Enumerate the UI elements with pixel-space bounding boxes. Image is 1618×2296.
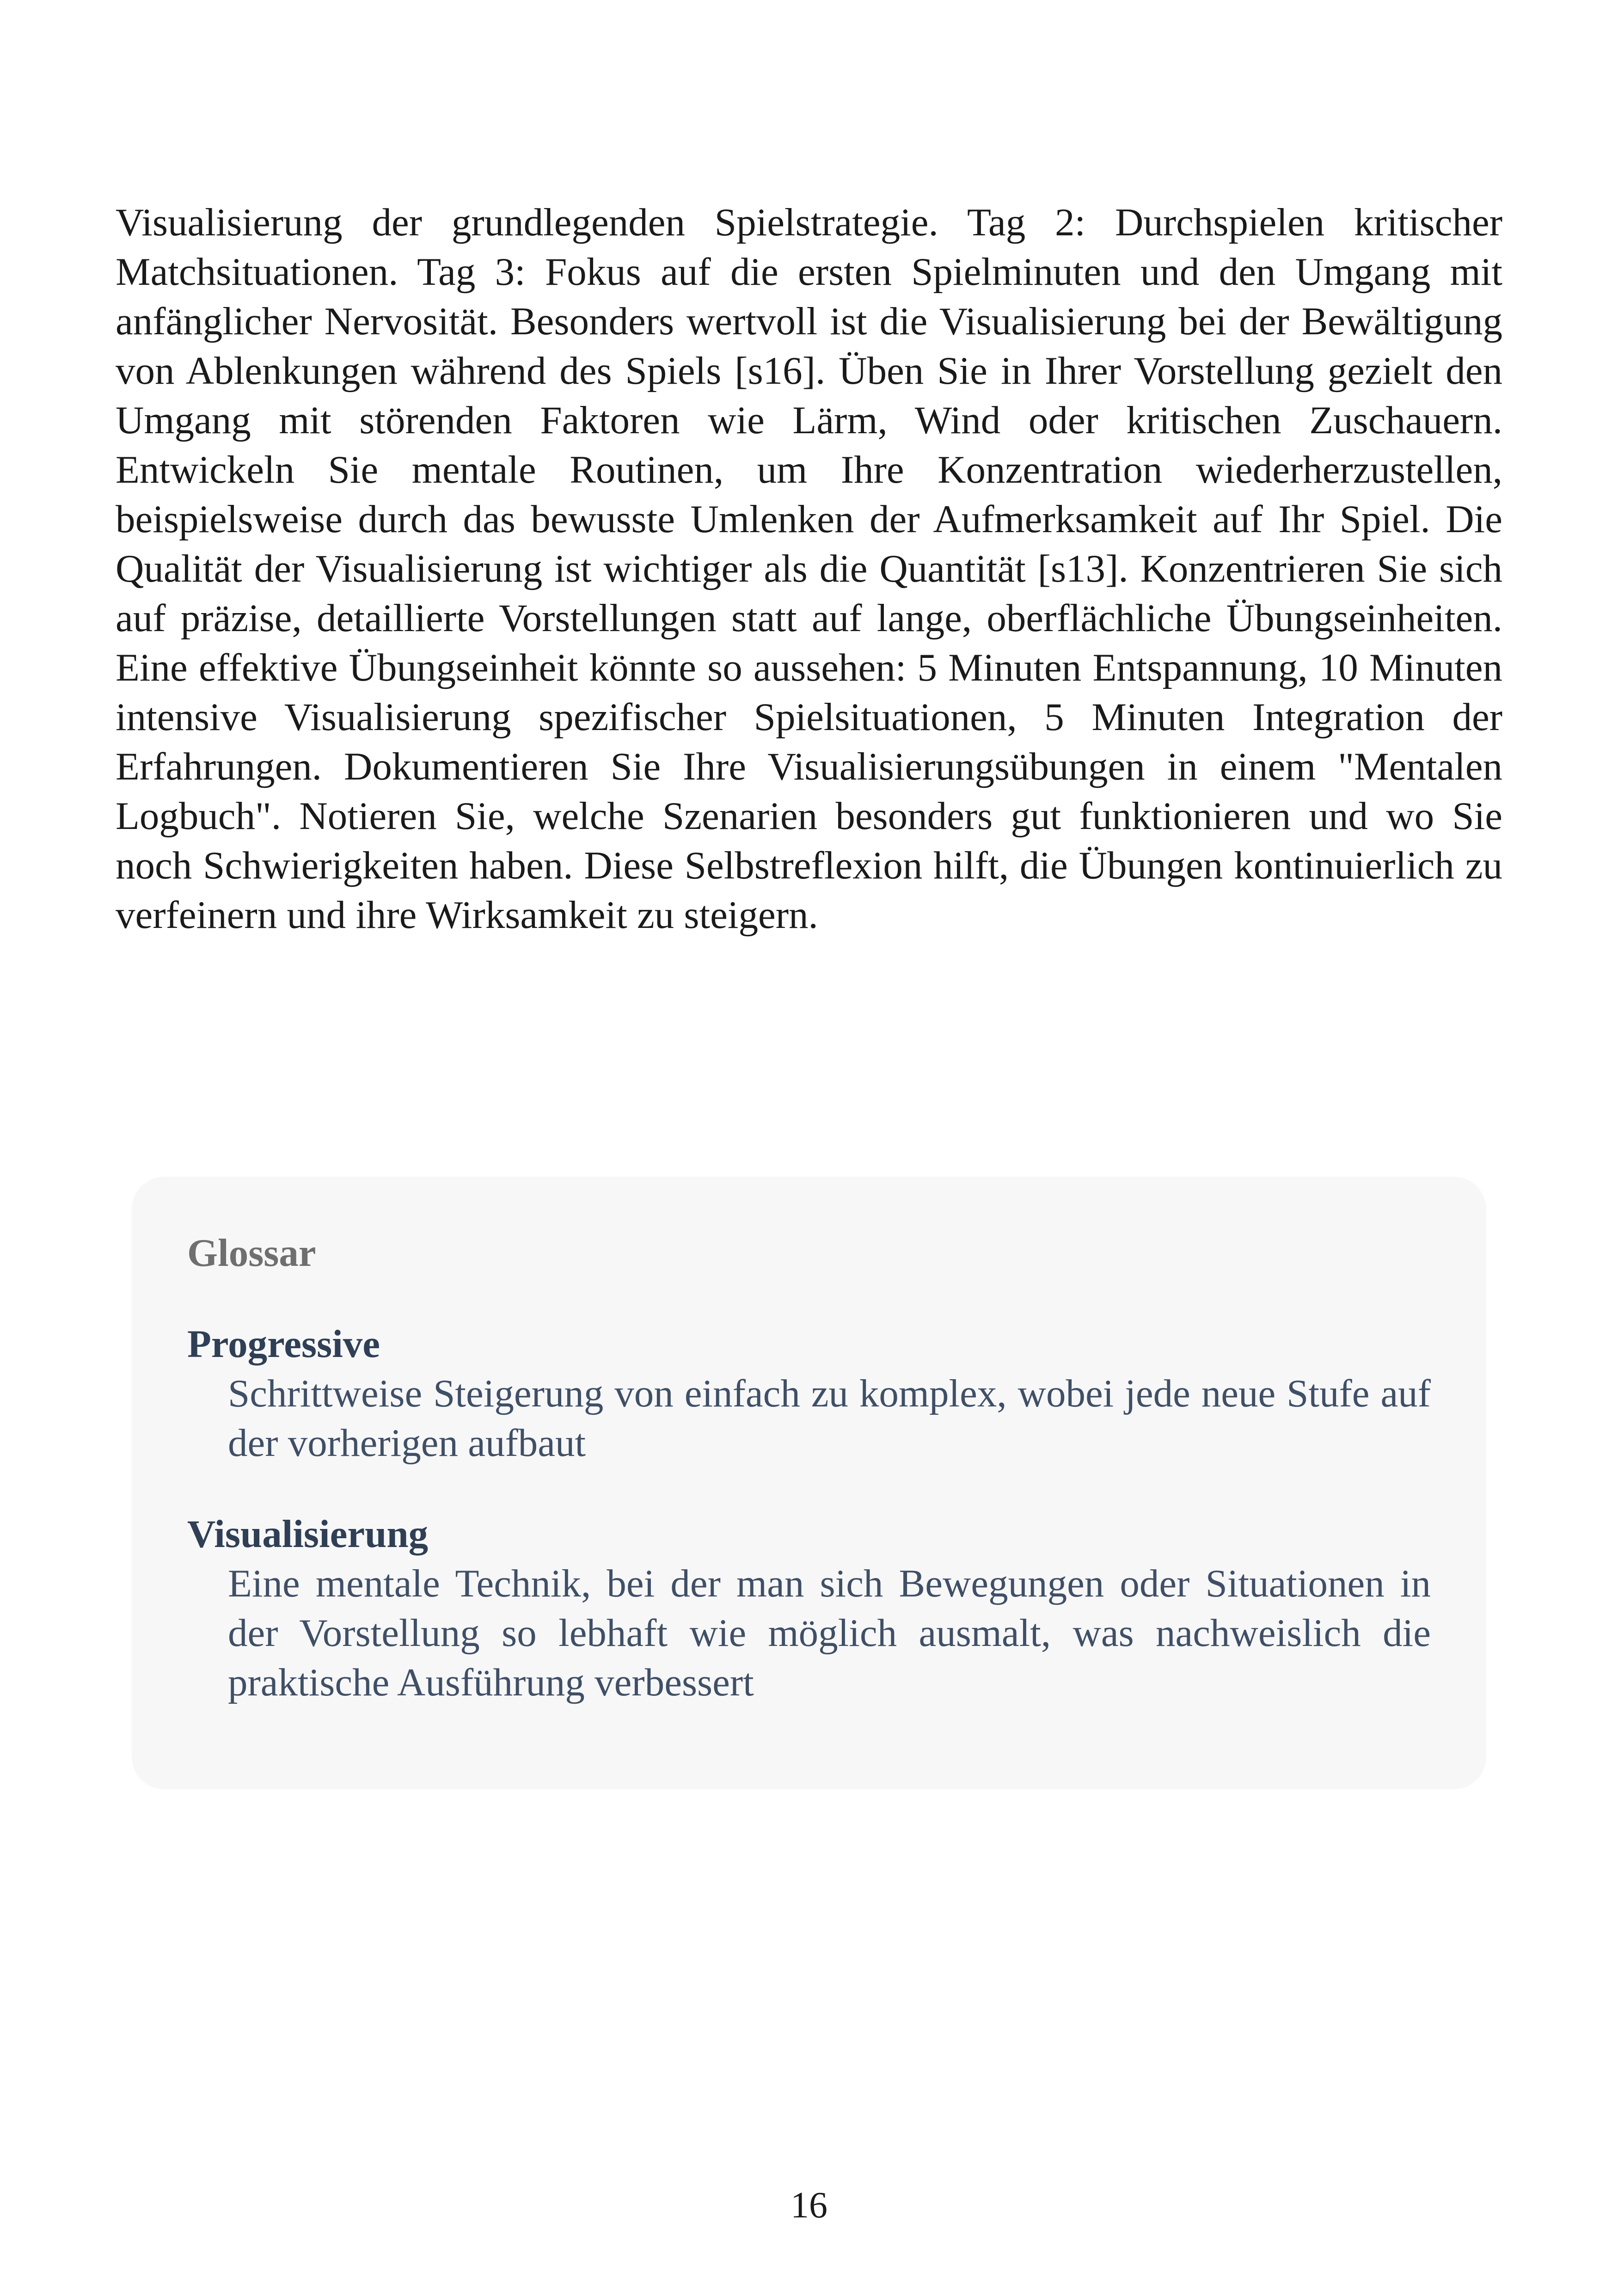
glossary-term: Progressive bbox=[187, 1322, 380, 1366]
glossary-definition: Schrittweise Steigerung von einfach zu komplex, wobei jede neue Stufe auf der vorherigen aufbaut bbox=[228, 1372, 1431, 1465]
glossary-title: Glossar bbox=[187, 1231, 316, 1275]
glossary-definition: Eine mentale Technik, bei der man sich Bewegungen oder Situationen in der Vorstellung so lebhaft wie möglich ausmalt, was nachweislich die praktische Ausführung verbessert bbox=[228, 1562, 1431, 1704]
glossary-term: Visualisierung bbox=[187, 1512, 429, 1556]
glossary-entry-visualisierung bbox=[187, 1510, 1431, 1707]
page-number: 16 bbox=[791, 2185, 827, 2226]
glossary-box bbox=[132, 1177, 1486, 1789]
body-paragraph: Visualisierung der grundlegenden Spielstrategie. Tag 2: Durchspielen kritischer Matchsituationen. Tag 3: Fokus auf die ersten Spielminuten und den Umgang mit anfänglicher Nervosität. Besonders wertvoll ist die Visualisierung bei der Bewältigung von Ablenkungen während des Spiels [s16]. Üben Sie in Ihrer Vorstellung gezielt den Umgang mit störenden Faktoren wie Lärm, Wind oder kritischen Zuschauern. Entwickeln Sie mentale Routinen, um Ihre Konzentration wiederherzustellen, beispielsweise durch das bewusste Umlenken der Aufmerksamkeit auf Ihr Spiel. Die Qualität der Visualisierung ist wichtiger als die Quantität [s13]. Konzentrieren Sie sich auf präzise, detaillierte Vorstellungen statt auf lange, oberflächliche Übungseinheiten. Eine effektive Übungseinheit könnte so aussehen: 5 Minuten Entspannung, 10 Minuten intensive Visualisierung spezifischer Spielsituationen, 5 Minuten Integration der Erfahrungen. Dokumentieren Sie Ihre Visualisierungsübungen in einem "Mentalen Logbuch". Notieren Sie, welche Szenarien besonders gut funktionieren und wo Sie noch Schwierigkeiten haben. Diese Selbstreflexion hilft, die Übungen kontinuierlich zu verfeinern und ihre Wirksamkeit zu steigern. bbox=[116, 201, 1502, 937]
glossary-entry-progressive bbox=[187, 1320, 1431, 1468]
